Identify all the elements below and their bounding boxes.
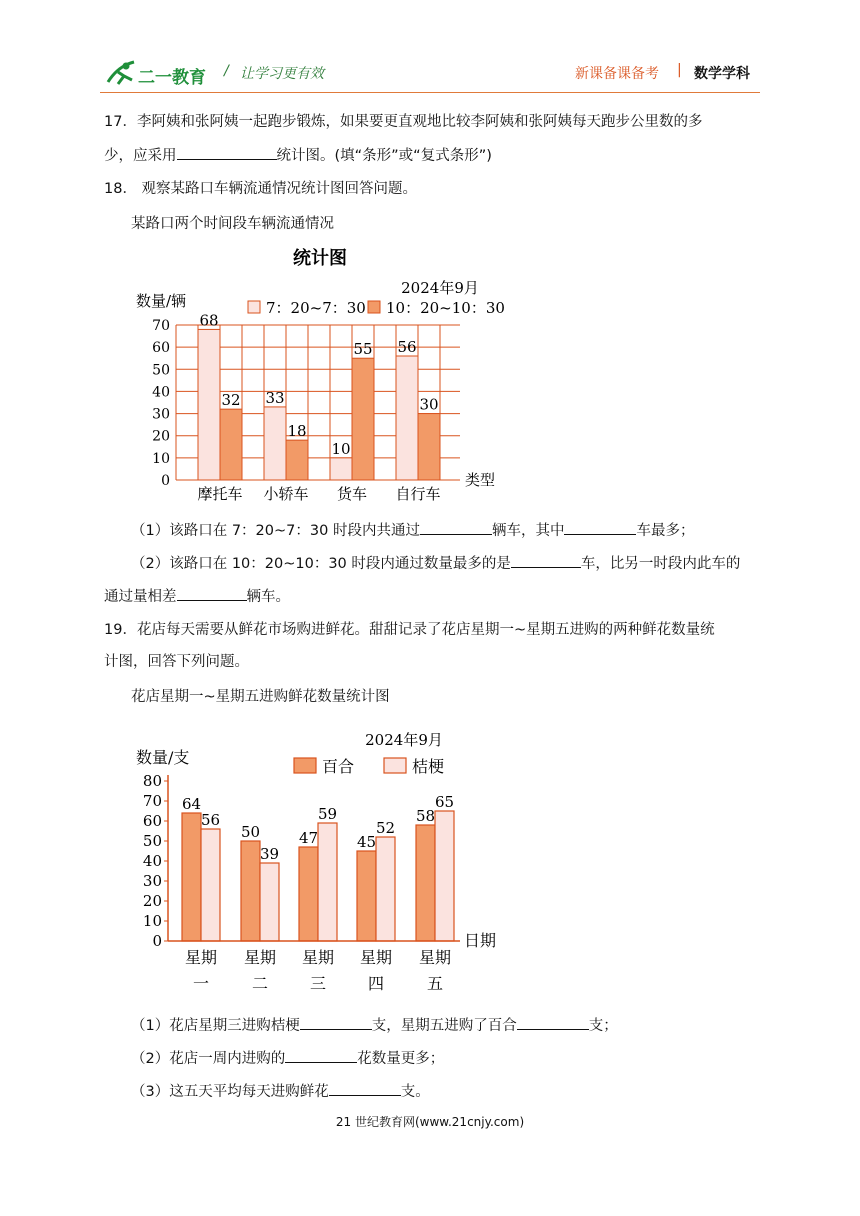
- q18-sub1-text-a: （1）该路口在 7：20~7：30 时段内共通过: [131, 523, 420, 539]
- q17-line1: 17．李阿姨和张阿姨一起跑步锻炼，如果要更直观地比较李阿姨和张阿姨每天跑步公里数的多: [104, 114, 703, 130]
- chart2-data-label: 65: [434, 793, 455, 811]
- chart1-ytick-label: 40: [152, 384, 170, 401]
- q18-sub1-blank1[interactable]: [420, 518, 492, 535]
- chart1-ytick-label: 60: [152, 340, 170, 357]
- chart2-data-label: 64: [181, 795, 202, 813]
- chart1-category-label: 摩托车: [197, 485, 243, 503]
- q18-sub1-text-c: 车最多；: [636, 523, 695, 539]
- chart2-ytick-label: 40: [142, 852, 162, 870]
- q19-sub3-blank[interactable]: [329, 1079, 401, 1096]
- chart1-category-label: 自行车: [395, 485, 441, 503]
- chart2-category-label: 星期: [184, 948, 218, 967]
- chart1-ytick-label: 10: [152, 450, 170, 467]
- chart2-ytick-label: 10: [142, 912, 162, 930]
- chart2-data-label: 47: [298, 829, 319, 847]
- chart1-bar: [264, 407, 286, 480]
- chart2-category-label: 星期: [301, 948, 335, 967]
- chart2-ytick-label: 80: [142, 772, 162, 790]
- chart2-category-label: 三: [309, 974, 327, 993]
- chart1-ytick-label: 0: [161, 473, 170, 489]
- vehicle-flow-chart: [130, 240, 510, 505]
- q18-sub1-blank2[interactable]: [564, 518, 636, 535]
- chart2-data-label: 45: [356, 833, 377, 851]
- chart2-bar: [435, 811, 454, 941]
- chart1-ytick-label: 70: [152, 318, 170, 334]
- chart1-bar: [418, 414, 440, 480]
- chart2-category-label: 一: [192, 974, 210, 993]
- chart1-xlabel: 类型: [465, 471, 496, 489]
- chart1-ytick-label: 20: [152, 428, 170, 445]
- chart1-data-label: 18: [287, 422, 307, 441]
- chart1-data-label: 32: [221, 391, 241, 410]
- chart1-category-label: 货车: [336, 485, 368, 503]
- q19-stem-line2: 计图，回答下列问题。: [104, 654, 249, 670]
- chart1-ytick-label: 50: [152, 362, 170, 379]
- chart2-ytick-label: 70: [142, 792, 162, 810]
- chart2-data-label: 58: [415, 807, 436, 825]
- chart2-data-label: 59: [317, 805, 338, 823]
- chart1-data-label: 68: [199, 311, 219, 330]
- page-footer: 21 世纪教育网(www.21cnjy.com): [335, 1115, 525, 1129]
- q19-sub2: [131, 1046, 444, 1070]
- flower-purchase-chart: [130, 720, 510, 1000]
- chart1-bar: [286, 440, 308, 480]
- chart2-category-label: 星期: [359, 948, 393, 967]
- q19-sub3: [131, 1079, 430, 1103]
- q18-sub1: [131, 518, 694, 542]
- chart1-data-label: 30: [419, 395, 439, 414]
- chart2-category-label: 星期: [243, 948, 277, 967]
- chart2-category-label: 五: [426, 974, 444, 993]
- q19-sub2-blank[interactable]: [285, 1046, 357, 1063]
- q19-sub1-text-b: 支，星期五进购了百合: [371, 1018, 517, 1034]
- chart1-subtitle: 2024年9月: [401, 279, 479, 297]
- q19-sub3-text-a: （3）这五天平均每天进购鲜花: [131, 1084, 329, 1100]
- q18-sub2-text-d: 辆车。: [246, 589, 290, 605]
- chart2-ytick-label: 30: [142, 872, 162, 890]
- q19-sub2-text-a: （2）花店一周内进购的: [131, 1051, 286, 1067]
- q19-stem-line1: 19．花店每天需要从鲜花市场购进鲜花。甜甜记录了花店星期一~星期五进购的两种鲜花数量统: [104, 622, 715, 638]
- chart2-ylabel: 数量/支: [136, 748, 190, 767]
- q18-sub2: [131, 551, 740, 575]
- chart2-legend-label: 桔梗: [412, 757, 445, 776]
- q18-caption: 某路口两个时间段车辆流通情况: [131, 216, 334, 232]
- chart1-legend: [248, 299, 505, 317]
- header-subtitle: 新课备课备考: [575, 66, 659, 82]
- chart2-ytick-label: 0: [152, 932, 162, 950]
- q18-sub2-text-c: 通过量相差: [104, 589, 177, 605]
- chart2-category-label: 星期: [418, 948, 452, 967]
- chart2-data-label: 50: [240, 823, 261, 841]
- chart2-bar: [182, 813, 201, 941]
- chart2-bar: [357, 851, 376, 941]
- chart1-ytick-label: 30: [152, 406, 170, 423]
- chart1-data-label: 33: [265, 388, 285, 407]
- logo-text: 二一教育: [138, 68, 206, 88]
- q18-sub2-blank1[interactable]: [511, 551, 581, 568]
- header-rule: [100, 92, 760, 93]
- q18-sub1-text-b: 辆车，其中: [491, 523, 565, 539]
- chart2-bar: [299, 847, 318, 941]
- runner-logo-icon: [104, 58, 138, 88]
- q17-line2: [104, 143, 492, 167]
- chart1-ylabel: 数量/辆: [136, 292, 187, 310]
- chart2-bar: [260, 863, 279, 941]
- chart2-data-label: 52: [375, 819, 396, 837]
- q17-text-a: 少，应采用: [104, 148, 177, 164]
- chart2-subtitle: 2024年9月: [365, 731, 443, 749]
- header-subject: 数学学科: [694, 66, 750, 82]
- slogan: 让学习更有效: [240, 66, 324, 82]
- chart1-legend-label: 7：20~7：30: [266, 299, 366, 317]
- chart1-legend-label: 10：20~10：30: [386, 299, 505, 317]
- chart1-data-label: 55: [353, 340, 373, 359]
- chart2-ytick-label: 60: [142, 812, 162, 830]
- chart2-data-label: 56: [200, 811, 221, 829]
- chart2-legend-swatch: [384, 758, 406, 773]
- chart1-bar: [198, 329, 220, 480]
- q19-sub1-blank2[interactable]: [517, 1013, 589, 1030]
- chart1-bar: [352, 358, 374, 480]
- q18-sub2-text-b: 车，比另一时段内此车的: [580, 556, 741, 572]
- q18-sub2-text-a: （2）该路口在 10：20~10：30 时段内通过数量最多的是: [131, 556, 511, 572]
- chart1-legend-swatch: [248, 301, 260, 313]
- chart1-data-label: 56: [397, 338, 417, 356]
- q19-sub3-text-b: 支。: [400, 1084, 430, 1100]
- q19-sub1-text-a: （1）花店星期三进购桔梗: [131, 1018, 300, 1034]
- chart2-ytick-label: 20: [142, 892, 162, 910]
- chart1-bars: [198, 311, 440, 480]
- q19-sub2-text-b: 花数量更多；: [357, 1051, 445, 1067]
- chart2-legend-label: 百合: [322, 757, 355, 776]
- chart2-bar: [416, 825, 435, 941]
- chart2-legend: [294, 757, 444, 776]
- chart1-category-label: 小轿车: [263, 485, 309, 503]
- chart2-ytick-label: 50: [142, 832, 162, 850]
- chart2-legend-swatch: [294, 758, 316, 773]
- q19-sub1-text-c: 支；: [588, 1018, 618, 1034]
- q19-sub1: [131, 1013, 618, 1037]
- chart1-legend-swatch: [368, 301, 380, 313]
- q18-stem: 18． 观察某路口车辆流通情况统计图回答问题。: [104, 181, 418, 197]
- q19-caption: 花店星期一~星期五进购鲜花数量统计图: [131, 689, 390, 705]
- slogan-separator: /: [224, 63, 229, 79]
- chart1-title: 统计图: [293, 248, 347, 269]
- chart1-bar: [396, 356, 418, 480]
- chart1-bar: [330, 458, 352, 480]
- chart2-bar: [376, 837, 395, 941]
- chart2-category-label: 二: [251, 974, 269, 993]
- chart2-bar: [201, 829, 220, 941]
- header-separator: |: [677, 62, 682, 78]
- chart2-xlabel: 日期: [464, 931, 497, 950]
- q18-sub2-blank2[interactable]: [177, 584, 247, 601]
- q18-sub2-cont: [104, 584, 290, 608]
- chart2-data-label: 39: [259, 845, 280, 863]
- chart2-category-label: 四: [367, 974, 385, 993]
- chart2-bar: [241, 841, 260, 941]
- q19-sub1-blank1[interactable]: [300, 1013, 372, 1030]
- chart1-data-label: 10: [331, 439, 351, 458]
- chart2-bars: [182, 793, 454, 941]
- q17-text-b: 统计图。(填“条形”或“复式条形”): [276, 148, 492, 164]
- chart2-bar: [318, 823, 337, 941]
- q17-answer-blank[interactable]: [177, 143, 277, 160]
- chart1-bar: [220, 409, 242, 480]
